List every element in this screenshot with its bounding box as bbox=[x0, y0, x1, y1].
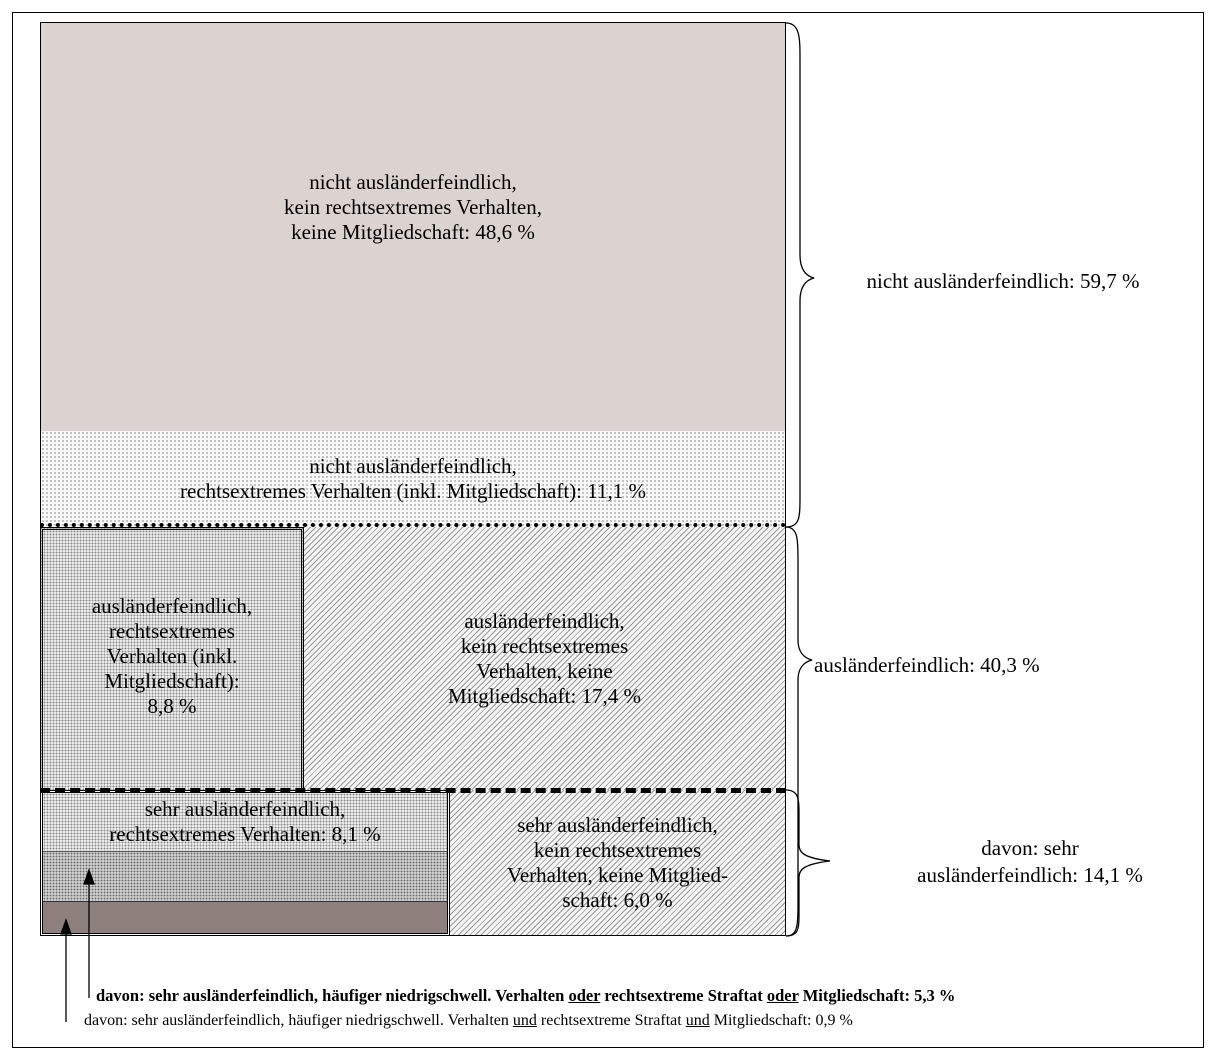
block-bottom-right-label: sehr ausländerfeindlich, kein rechtsextremes Verhalten, keine Mitglied- schaft: 6,0 % bbox=[506, 812, 728, 912]
note-first-or1: oder bbox=[568, 986, 601, 1005]
block-hostile-no-behavior bbox=[304, 527, 786, 790]
note-first bbox=[96, 986, 955, 1006]
block-mid-left-label: ausländerfeindlich, rechtsextremes Verhalten (inkl. Mitgliedschaft): 8,8 % bbox=[91, 593, 253, 718]
block-second-label: nicht ausländerfeindlich, rechtsextremes Verhalten (inkl. Mitgliedschaft): 11,1 % bbox=[180, 454, 646, 503]
note-second-and1: und bbox=[512, 1012, 537, 1029]
bottom-left-dense-zone bbox=[43, 851, 447, 902]
bottom-left-top-zone bbox=[43, 793, 447, 851]
block-mid-right-label: ausländerfeindlich, kein rechtsextremes Verhalten, keine Mitgliedschaft: 17,4 % bbox=[447, 608, 642, 708]
block-very-hostile-no-behavior bbox=[450, 790, 786, 936]
dashed-separator bbox=[40, 788, 786, 793]
block-very-hostile-behavior bbox=[40, 790, 450, 936]
bottom-left-dark-zone bbox=[43, 901, 447, 936]
block-top-label: nicht ausländerfeindlich, kein rechtsextremes Verhalten, keine Mitgliedschaft: 48,6 % bbox=[284, 169, 542, 244]
note-second-and2: und bbox=[685, 1012, 710, 1029]
note-first-prefix: davon: sehr ausländerfeindlich, häufiger niedrigschwell. Verhalten bbox=[96, 986, 569, 1005]
note-first-suffix: Mitgliedschaft: 5,3 % bbox=[798, 986, 956, 1005]
brace-label-very-hostile: davon: sehr ausländerfeindlich: 14,1 % bbox=[917, 836, 1143, 887]
note-second bbox=[84, 1012, 853, 1030]
note-first-or2: oder bbox=[766, 986, 799, 1005]
note-second-prefix: davon: sehr ausländerfeindlich, häufiger niedrigschwell. Verhalten bbox=[84, 1012, 513, 1029]
brace-label-not-hostile: nicht ausländerfeindlich: 59,7 % bbox=[866, 269, 1140, 293]
block-not-hostile-behavior bbox=[40, 431, 786, 527]
note-second-suffix: Mitgliedschaft: 0,9 % bbox=[709, 1012, 853, 1029]
block-hostile-behavior bbox=[40, 527, 304, 790]
note-first-mid: rechtsextreme Straftat bbox=[600, 986, 767, 1005]
block-bottom-left-label: sehr ausländerfeindlich, rechtsextremes Verhalten: 8,1 % bbox=[109, 797, 381, 846]
note-second-mid: rechtsextreme Straftat bbox=[536, 1012, 686, 1029]
brace-label-hostile: ausländerfeindlich: 40,3 % bbox=[814, 653, 1040, 677]
block-not-hostile-no-behavior bbox=[40, 22, 786, 432]
